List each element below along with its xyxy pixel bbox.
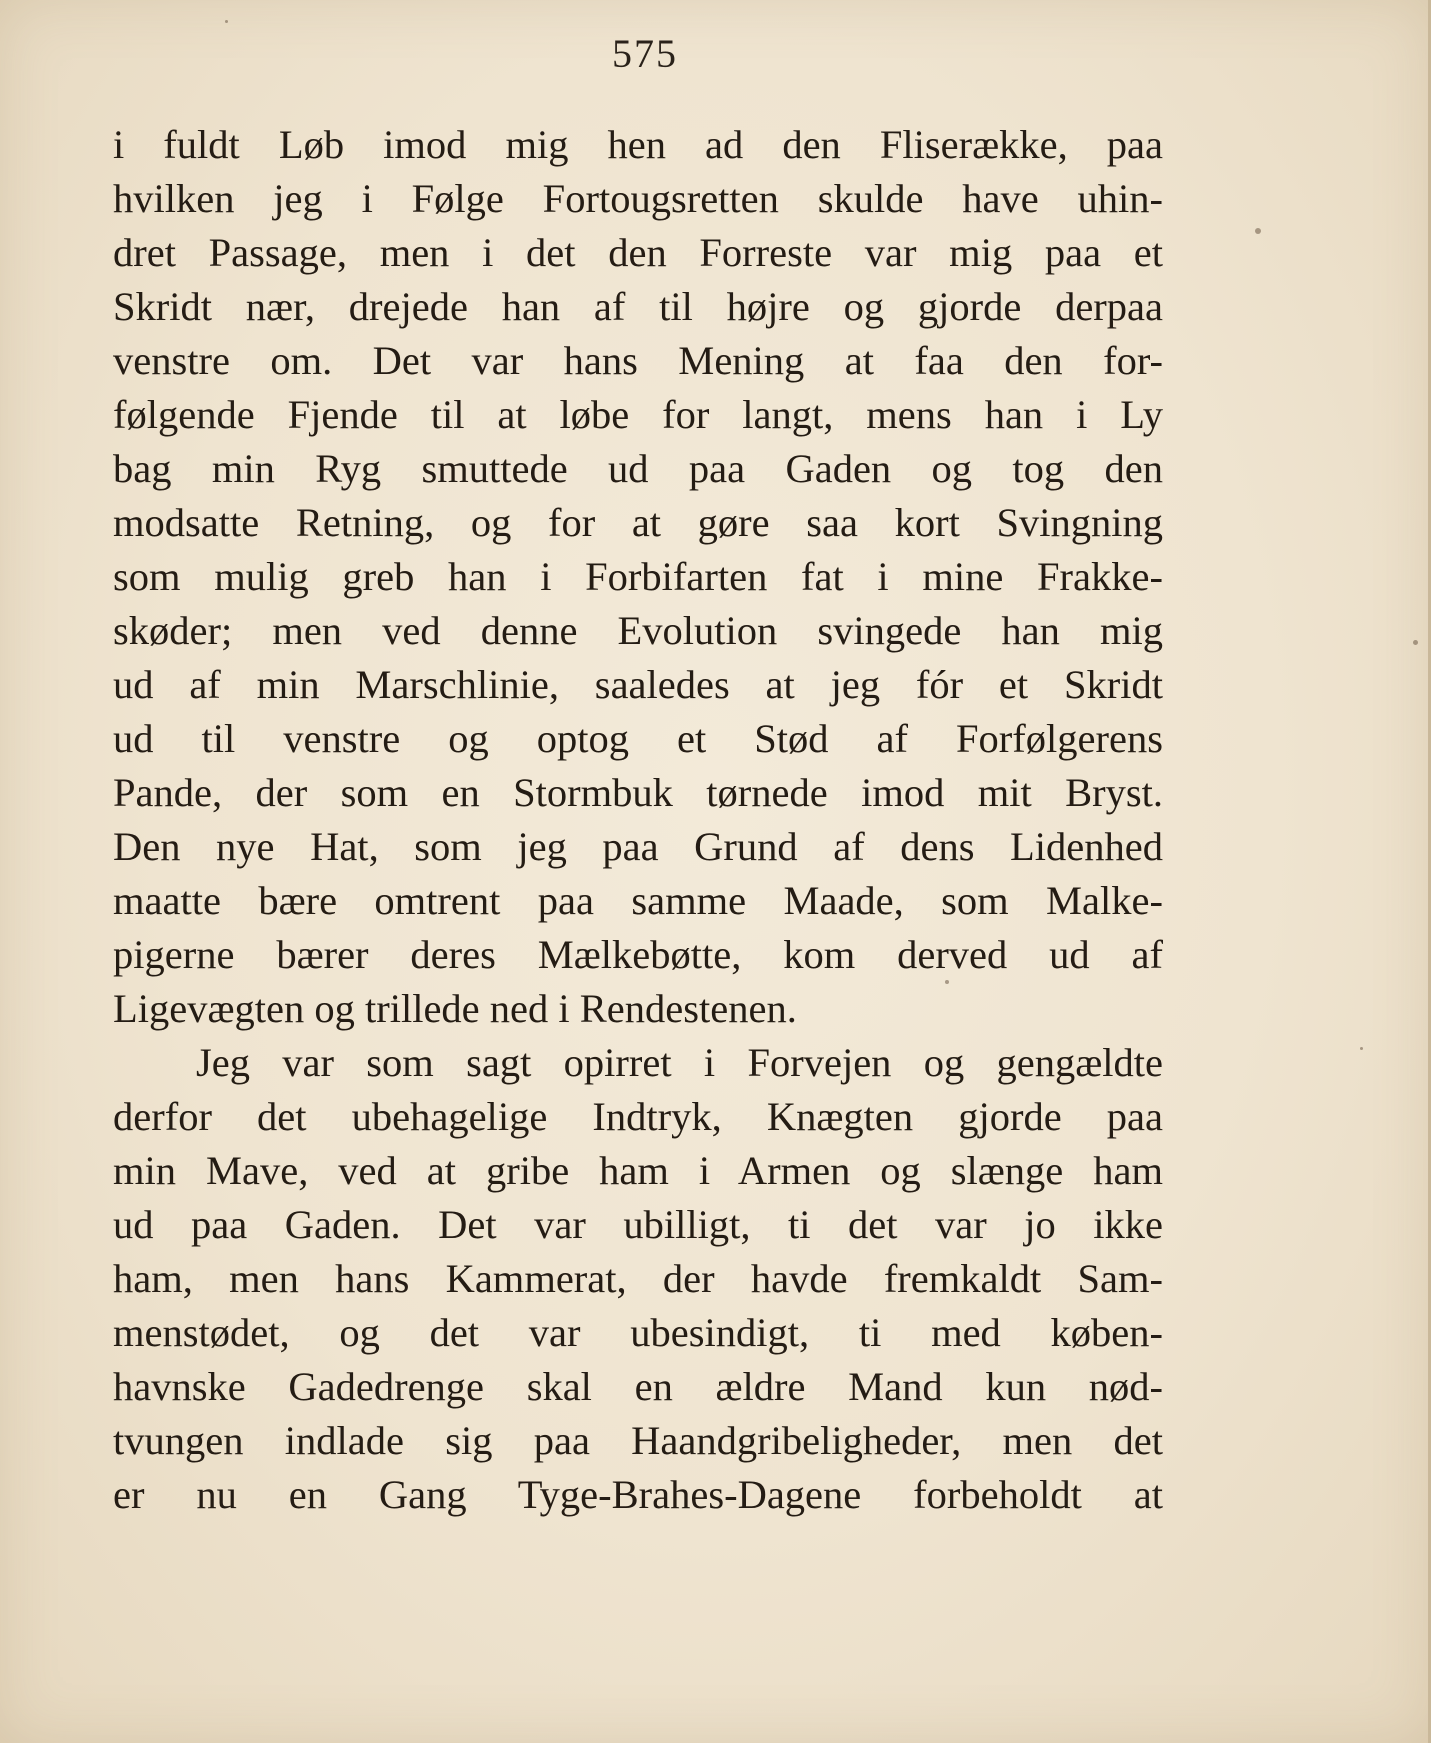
text-line [113,1522,1163,1576]
text-line: hvilken jeg i Følge Fortougsretten skulde have uhin- [113,176,1163,221]
paper-speck [945,980,949,984]
text-line: modsatte Retning, og for at gøre saa kort Svingning [113,500,1163,545]
text-line: havnske Gadedrenge skal en ældre Mand kun nød- [113,1364,1163,1409]
text-line: er nu en Gang Tyge-Brahes-Dagene forbeholdt at [113,1472,1163,1517]
paper-speck [225,20,228,23]
text-line: bag min Ryg smuttede ud paa Gaden og tog den [113,446,1163,491]
text-line: Skridt nær, drejede han af til højre og gjorde derpaa [113,284,1163,329]
text-line: ham, men hans Kammerat, der havde fremkaldt Sam- [113,1256,1163,1301]
paper-speck [1413,640,1418,645]
text-line: dret Passage, men i det den Forreste var mig paa et [113,230,1163,275]
text-line: derfor det ubehagelige Indtryk, Knægten gjorde paa [113,1094,1163,1139]
paper-speck [1360,1047,1363,1050]
text-line: skøder; men ved denne Evolution svingede han mig [113,608,1163,653]
text-line: som mulig greb han i Forbifarten fat i mine Frakke- [113,554,1163,599]
text-line: i fuldt Løb imod mig hen ad den Fliserække, paa [113,122,1163,167]
text-line: Ligevægten og trillede ned i Rendestenen. [113,986,797,1031]
text-line: ud til venstre og optog et Stød af Forfølgerens [113,716,1163,761]
text-line: ud paa Gaden. Det var ubilligt, ti det var jo ikke [113,1202,1163,1247]
text-line: venstre om. Det var hans Mening at faa den for- [113,338,1163,383]
text-line: Pande, der som en Stormbuk tørnede imod mit Bryst. [113,770,1163,815]
text-line: menstødet, og det var ubesindigt, ti med køben- [113,1310,1163,1355]
paper-speck [1255,228,1261,234]
text-line: maatte bære omtrent paa samme Maade, som Malke- [113,878,1163,923]
text-line: tvungen indlade sig paa Haandgribeligheder, men det [113,1418,1163,1463]
body-text [113,118,1163,1576]
text-line: Jeg var som sagt opirret i Forvejen og gengældte [196,1040,1163,1085]
text-line: min Mave, ved at gribe ham i Armen og slænge ham [113,1148,1163,1193]
text-line: Den nye Hat, som jeg paa Grund af dens Lidenhed [113,824,1163,869]
text-line: følgende Fjende til at løbe for langt, mens han i Ly [113,392,1163,437]
page-number: 575 [612,31,678,76]
paragraph-2 [113,1036,1163,1576]
paragraph-1 [113,118,1163,1036]
text-line: pigerne bærer deres Mælkebøtte, kom derved ud af [113,932,1163,977]
text-line: ud af min Marschlinie, saaledes at jeg fór et Skridt [113,662,1163,707]
